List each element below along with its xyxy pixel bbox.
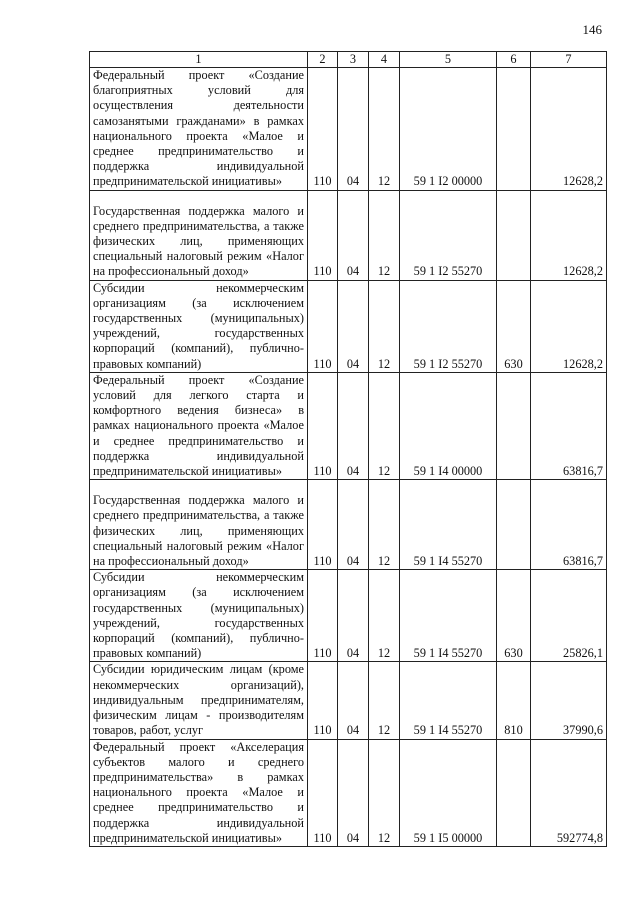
target-article: 59 1 I4 00000 (400, 372, 497, 479)
amount: 592774,8 (531, 739, 607, 846)
row-description: Государственная поддержка малого и среднего предпринимательства, а также физических лиц, применяющих специальный налоговый режим «Налог на профессиональный доход» (90, 190, 308, 280)
column-header: 1 (90, 52, 308, 68)
column-header: 4 (369, 52, 400, 68)
code-item: 12 (369, 68, 400, 191)
code-section: 110 (308, 570, 338, 662)
column-header: 5 (400, 52, 497, 68)
row-description: Федеральный проект «Создание условий для легкого старта и комфортного ведения бизнеса» в рамках национального проекта «Малое и среднее предпринимательство и поддержка индивидуальной предпринимательской инициативы» (90, 372, 308, 479)
amount: 37990,6 (531, 662, 607, 739)
code-section: 110 (308, 372, 338, 479)
code-subsection: 04 (338, 68, 369, 191)
row-description: Субсидии некоммерческим организациям (за исключением государственных (муниципальных) учреждений, государственных корпораций (компаний), публично-правовых компаний) (90, 280, 308, 372)
page-number: 146 (582, 22, 602, 37)
expense-type (497, 480, 531, 570)
code-subsection: 04 (338, 372, 369, 479)
target-article: 59 1 I4 55270 (400, 662, 497, 739)
code-item: 12 (369, 372, 400, 479)
code-item: 12 (369, 570, 400, 662)
row-description: Субсидии некоммерческим организациям (за исключением государственных (муниципальных) учреждений, государственных корпораций (компаний), публично-правовых компаний) (90, 570, 308, 662)
code-subsection: 04 (338, 662, 369, 739)
table-row (90, 68, 607, 191)
target-article: 59 1 I2 55270 (400, 190, 497, 280)
table-row (90, 280, 607, 372)
amount: 63816,7 (531, 372, 607, 479)
code-section: 110 (308, 68, 338, 191)
code-section: 110 (308, 480, 338, 570)
code-section: 110 (308, 739, 338, 846)
amount: 25826,1 (531, 570, 607, 662)
target-article: 59 1 I2 55270 (400, 280, 497, 372)
column-header: 7 (531, 52, 607, 68)
budget-table (89, 51, 607, 847)
code-subsection: 04 (338, 480, 369, 570)
column-header: 3 (338, 52, 369, 68)
code-subsection: 04 (338, 190, 369, 280)
expense-type (497, 68, 531, 191)
target-article: 59 1 I5 00000 (400, 739, 497, 846)
code-item: 12 (369, 739, 400, 846)
code-section: 110 (308, 190, 338, 280)
amount: 63816,7 (531, 480, 607, 570)
amount: 12628,2 (531, 190, 607, 280)
expense-type (497, 190, 531, 280)
column-header: 2 (308, 52, 338, 68)
expense-type: 630 (497, 570, 531, 662)
code-subsection: 04 (338, 570, 369, 662)
expense-type (497, 739, 531, 846)
column-header: 6 (497, 52, 531, 68)
table-row (90, 662, 607, 739)
target-article: 59 1 I4 55270 (400, 570, 497, 662)
row-description: Федеральный проект «Акселерация субъектов малого и среднего предпринимательства» в рамках национального проекта «Малое и среднее предпринимательство и поддержка индивидуальной предпринимательской инициативы» (90, 739, 308, 846)
table-row (90, 190, 607, 280)
target-article: 59 1 I4 55270 (400, 480, 497, 570)
code-subsection: 04 (338, 280, 369, 372)
code-item: 12 (369, 190, 400, 280)
expense-type: 810 (497, 662, 531, 739)
row-description: Федеральный проект «Создание благоприятных условий для осуществления деятельности самозанятыми гражданами» в рамках национального проекта «Малое и среднее предпринимательство и поддержка индивидуальной предпринимательской инициативы» (90, 68, 308, 191)
code-item: 12 (369, 480, 400, 570)
expense-type (497, 372, 531, 479)
amount: 12628,2 (531, 280, 607, 372)
header-row (90, 52, 607, 68)
table-row (90, 739, 607, 846)
amount: 12628,2 (531, 68, 607, 191)
code-subsection: 04 (338, 739, 369, 846)
code-item: 12 (369, 662, 400, 739)
expense-type: 630 (497, 280, 531, 372)
table-row (90, 570, 607, 662)
code-item: 12 (369, 280, 400, 372)
row-description: Субсидии юридическим лицам (кроме некоммерческих организаций), индивидуальным предпринимателям, физическим лицам - производителям товаров, работ, услуг (90, 662, 308, 739)
code-section: 110 (308, 280, 338, 372)
table-row (90, 372, 607, 479)
target-article: 59 1 I2 00000 (400, 68, 497, 191)
row-description: Государственная поддержка малого и среднего предпринимательства, а также физических лиц, применяющих специальный налоговый режим «Налог на профессиональный доход» (90, 480, 308, 570)
table-row (90, 480, 607, 570)
code-section: 110 (308, 662, 338, 739)
